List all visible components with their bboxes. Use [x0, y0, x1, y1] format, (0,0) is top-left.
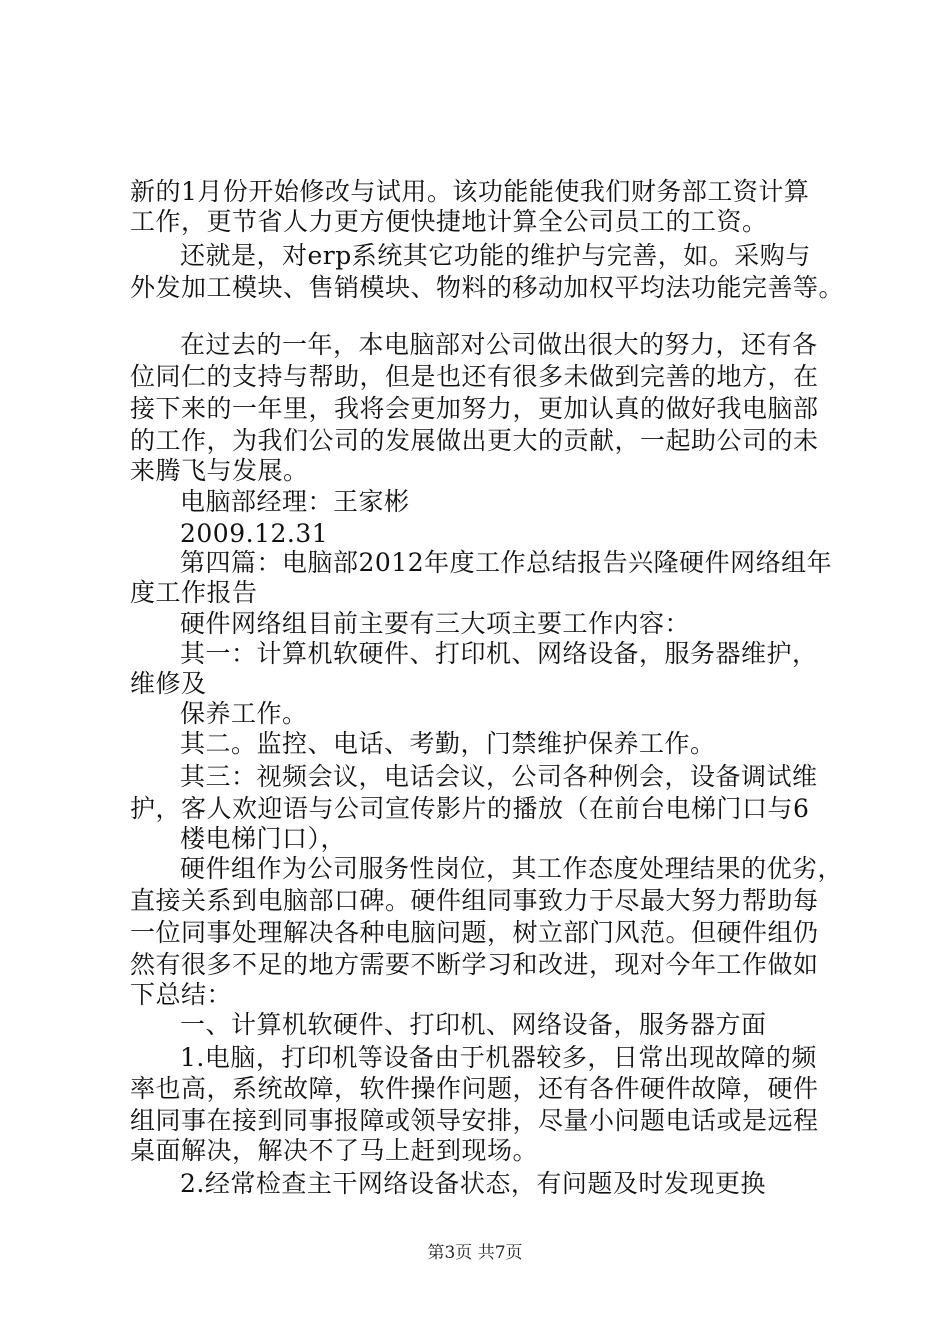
subsection-heading: 一、计算机软硬件、打印机、网络设备，服务器方面: [180, 1010, 767, 1039]
text-line: 护，客人欢迎语与公司宣传影片的播放（在前台电梯门口与6: [130, 794, 810, 823]
text-line: 其一：计算机软硬件、打印机、网络设备，服务器维护，: [180, 639, 818, 668]
text-line: 直接关系到电脑部口碑。硬件组同事致力于尽最大努力帮助每: [130, 886, 819, 915]
text-line: 一位同事处理解决各种电脑问题，树立部门风范。但硬件组仍: [130, 918, 819, 947]
section-heading: 度工作报告: [130, 578, 258, 607]
text-line: 保养工作。: [180, 699, 308, 728]
text-line: 接下来的一年里，我将会更加努力，更加认真的做好我电脑部: [130, 394, 819, 423]
text-line: 2.经常检查主干网络设备状态，有问题及时发现更换: [180, 1169, 766, 1198]
text-line: 硬件网络组目前主要有三大项主要工作内容：: [180, 609, 691, 638]
page-footer: 第3页 共7页: [427, 1243, 523, 1263]
text-line: 其二。监控、电话、考勤，门禁维护保养工作。: [180, 729, 716, 758]
section-heading: 第四篇：电脑部2012年度工作总结报告兴隆硬件网络组年: [180, 548, 833, 577]
signature-date: 2009.12.31: [180, 519, 329, 548]
text-line: 的工作，为我们公司的发展做出更大的贡献，一起助公司的未: [130, 426, 819, 455]
text-line: 下总结：: [130, 980, 233, 1009]
signature-title: 电脑部经理：王家彬: [180, 487, 410, 516]
text-line: 其三：视频会议，电话会议，公司各种例会，设备调试维: [180, 762, 818, 791]
text-line: 还就是，对erp系统其它功能的维护与完善，如。采购与: [180, 241, 811, 270]
text-line: 在过去的一年，本电脑部对公司做出很大的努力，还有各: [180, 330, 818, 359]
text-line: 1.电脑，打印机等设备由于机器较多，日常出现故障的频: [180, 1043, 817, 1072]
text-line: 楼电梯门口），: [180, 824, 347, 853]
text-line: 然有很多不足的地方需要不断学习和改进，现对今年工作做如: [130, 950, 819, 979]
text-line: 工作，更节省人力更方便快捷地计算全公司员工的工资。: [130, 207, 768, 236]
text-line: 率也高，系统故障，软件操作问题，还有各件硬件故障，硬件: [130, 1074, 819, 1103]
text-line: 硬件组作为公司服务性岗位，其工作态度处理结果的优劣，: [180, 854, 844, 883]
text-line: 位同仁的支持与帮助，但是也还有很多未做到完善的地方，在: [130, 362, 819, 391]
text-line: 桌面解决，解决不了马上赶到现场。: [130, 1136, 539, 1165]
text-line: 外发加工模块、售销模块、物料的移动加权平均法功能完善等。: [130, 273, 845, 302]
text-line: 新的1月份开始修改与试用。该功能能使我们财务部工资计算: [130, 177, 810, 206]
text-line: 维修及: [130, 669, 207, 698]
text-line: 组同事在接到同事报障或领导安排，尽量小问题电话或是远程: [130, 1106, 819, 1135]
text-line: 来腾飞与发展。: [130, 456, 309, 485]
